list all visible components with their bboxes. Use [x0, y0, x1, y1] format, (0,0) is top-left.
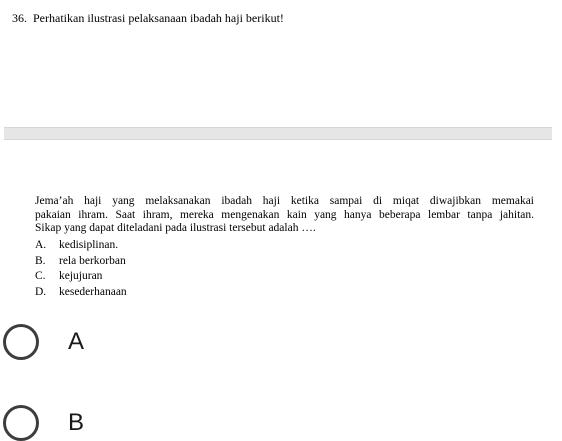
answer-label-a[interactable]: A [68, 328, 85, 355]
answer-label-b[interactable]: B [68, 409, 85, 436]
answer-choice-b[interactable] [3, 405, 84, 441]
option-a [35, 238, 127, 254]
option-letter: C. [35, 270, 46, 282]
question-title [12, 11, 284, 25]
question-passage [35, 195, 534, 236]
passage-line-3: Sikap yang dapat diteladani pada ilustrasi tersebut adalah …. [35, 222, 316, 234]
option-text: kedisiplinan. [59, 239, 119, 251]
radio-button-b[interactable] [3, 405, 39, 441]
question-number: 36. [12, 11, 27, 25]
option-text: kesederhanaan [59, 285, 127, 298]
answer-choice-a[interactable] [3, 324, 84, 360]
option-text: rela berkorban [59, 254, 126, 267]
question-text: Perhatikan ilustrasi pelaksanaan ibadah haji berikut! [33, 11, 284, 25]
option-list [35, 238, 127, 300]
passage-line-2: pakaian ihram. Saat ihram, mereka mengenakan kain yang hanya beberapa lembar tanpa jahitan. [35, 208, 534, 221]
option-letter: B. [35, 254, 46, 267]
option-b [35, 254, 127, 270]
option-letter: A. [35, 239, 47, 251]
illustration-image [4, 127, 552, 140]
option-text: kejujuran [59, 270, 103, 282]
option-d [35, 285, 127, 301]
option-letter: D. [35, 285, 47, 298]
option-c [35, 269, 127, 285]
passage-line-1: Jema’ah haji yang melaksanakan ibadah haji ketika sampai di miqat diwajibkan memakai [35, 195, 534, 207]
radio-button-a[interactable] [3, 324, 39, 360]
